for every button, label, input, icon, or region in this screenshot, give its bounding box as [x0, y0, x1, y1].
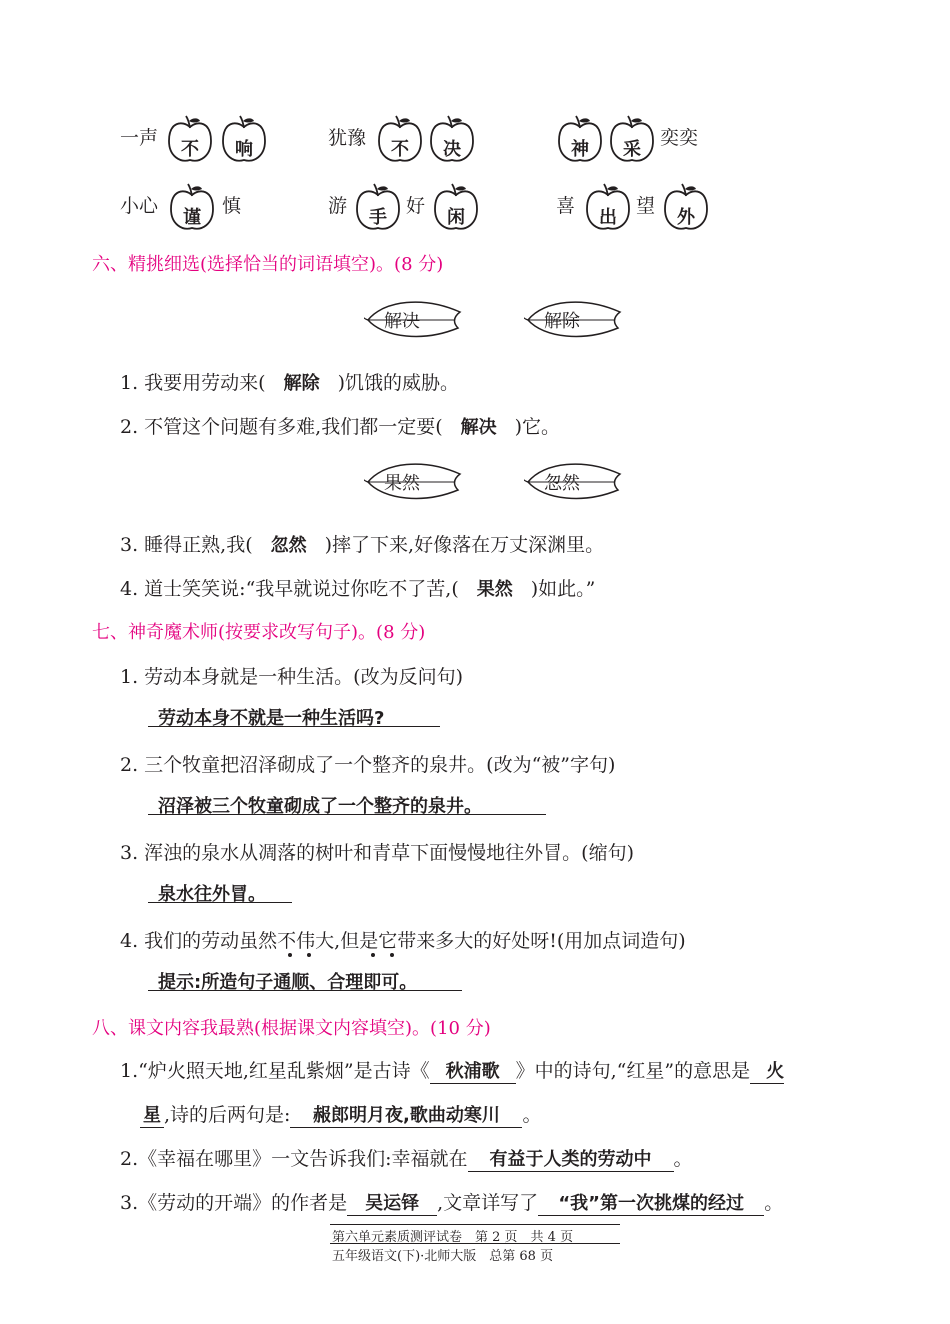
section-title-sub: (选择恰当的词语填空)。(8 分)	[200, 254, 444, 275]
idiom-text: 小心	[120, 195, 159, 217]
emphasis-dot	[288, 953, 292, 957]
apple-char: 外	[677, 207, 695, 228]
answer: 赧郎明月夜,歌曲动寒川	[290, 1101, 522, 1128]
question-text: 1. 我要用劳动来(	[120, 372, 266, 394]
question-text: 2.《幸福在哪里》一文告诉我们:幸福就在	[120, 1148, 468, 1170]
footer-rule	[330, 1243, 620, 1244]
question-6-3	[120, 530, 604, 557]
answer: 果然	[476, 579, 513, 600]
emphasis-dot	[307, 953, 311, 957]
idiom-text: 好	[406, 195, 426, 217]
section-title	[92, 1014, 491, 1040]
section-title	[92, 618, 425, 644]
answer: 解决	[460, 417, 497, 438]
section-title-main: 七、神奇魔术师	[92, 622, 218, 643]
apple-char: 出	[599, 207, 617, 228]
question-text: 1.“炉火照天地,红星乱紫烟”是古诗《	[120, 1060, 430, 1082]
apple-char: 响	[235, 139, 253, 160]
apple-icon	[166, 114, 214, 164]
apple-icon	[354, 182, 402, 232]
leaf-icon	[524, 298, 624, 342]
question-7-1: 1. 劳动本身就是一种生活。(改为反问句)	[120, 666, 463, 688]
answer: “我”第一次挑煤的经过	[538, 1189, 764, 1216]
apple-char: 神	[571, 139, 589, 160]
question-8-3	[120, 1188, 783, 1216]
idiom-text: 一声	[120, 127, 159, 149]
answer-line	[148, 704, 440, 727]
footer-rule	[330, 1224, 620, 1225]
question-text: 。	[522, 1104, 542, 1126]
question-6-4	[120, 574, 595, 601]
leaf-icon	[364, 298, 464, 342]
apple-icon	[168, 182, 216, 232]
idiom-text: 慎	[222, 195, 242, 217]
question-6-2	[120, 412, 560, 439]
footer-line-1: 第六单元素质测评试卷 第 2 页 共 4 页	[332, 1230, 574, 1245]
idiom-text: 犹豫	[328, 127, 367, 149]
question-text: 。	[673, 1148, 693, 1170]
apple-char: 手	[369, 207, 387, 228]
answer: 星	[140, 1101, 164, 1128]
question-8-2	[120, 1144, 693, 1172]
apple-char: 决	[443, 139, 461, 160]
question-7-4: 4. 我们的劳动虽然不伟大,但是它带来多大的好处呀!(用加点词造句)	[120, 930, 686, 952]
idiom-text: 望	[636, 195, 656, 217]
answer: 火	[750, 1057, 784, 1084]
apple-char: 不	[391, 139, 409, 160]
leaf-word: 忽然	[544, 473, 580, 494]
footer-line-2: 五年级语文(下)·北师大版 总第 68 页	[332, 1249, 554, 1264]
answer: 吴运铎	[347, 1189, 437, 1216]
leaf-icon	[364, 460, 464, 504]
leaf-word: 解除	[544, 311, 580, 332]
section-title	[92, 250, 443, 276]
question-8-1-cont	[140, 1100, 541, 1128]
answer: 忽然	[270, 535, 307, 556]
answer-line	[148, 792, 546, 815]
leaf-icon	[524, 460, 624, 504]
question-text: 》中的诗句,“红星”的意思是	[515, 1060, 751, 1082]
answer: 沼泽被三个牧童砌成了一个整齐的泉井。	[158, 796, 482, 817]
question-text: )它。	[514, 416, 561, 438]
idiom-text: 喜	[556, 195, 576, 217]
question-text: )如此。”	[530, 578, 596, 600]
question-text: )饥饿的威胁。	[337, 372, 460, 394]
answer-line	[148, 968, 462, 991]
question-text: )摔了下来,好像落在万丈深渊里。	[324, 534, 605, 556]
emphasis-dot	[371, 953, 375, 957]
answer: 解除	[283, 373, 320, 394]
apple-icon	[428, 114, 476, 164]
section-title-sub: (按要求改写句子)。(8 分)	[218, 622, 426, 643]
emphasis-dot	[390, 953, 394, 957]
section-title-main: 八、课文内容我最熟	[92, 1018, 254, 1039]
apple-icon	[608, 114, 656, 164]
leaf-word: 果然	[384, 473, 420, 494]
question-8-1	[120, 1056, 784, 1084]
apple-icon	[662, 182, 710, 232]
leaf-word: 解决	[384, 311, 420, 332]
apple-icon	[556, 114, 604, 164]
question-text: 4. 道士笑笑说:“我早就说过你吃不了苦,(	[120, 578, 459, 600]
apple-char: 不	[181, 139, 199, 160]
question-text: 。	[764, 1192, 784, 1214]
apple-char: 谨	[183, 207, 201, 228]
answer-line	[148, 880, 292, 903]
answer: 秋浦歌	[430, 1057, 516, 1084]
answer: 劳动本身不就是一种生活吗?	[158, 708, 385, 729]
answer: 提示:所造句子通顺、合理即可。	[158, 972, 418, 993]
answer: 有益于人类的劳动中	[468, 1145, 674, 1172]
question-text: 3. 睡得正熟,我(	[120, 534, 253, 556]
question-text: ,文章详写了	[437, 1192, 539, 1214]
section-title-sub: (根据课文内容填空)。(10 分)	[254, 1018, 491, 1039]
question-6-1	[120, 368, 459, 395]
section-title-main: 六、精挑细选	[92, 254, 200, 275]
apple-icon	[376, 114, 424, 164]
apple-icon	[584, 182, 632, 232]
question-text: 3.《劳动的开端》的作者是	[120, 1192, 348, 1214]
idiom-text: 游	[328, 195, 348, 217]
apple-icon	[432, 182, 480, 232]
question-text: ,诗的后两句是:	[164, 1104, 291, 1126]
question-7-2: 2. 三个牧童把沼泽砌成了一个整齐的泉井。(改为“被”字句)	[120, 754, 616, 776]
answer: 泉水往外冒。	[158, 884, 266, 905]
question-text: 2. 不管这个问题有多难,我们都一定要(	[120, 416, 443, 438]
apple-char: 采	[623, 139, 641, 160]
idiom-text: 奕奕	[660, 127, 699, 149]
apple-char: 闲	[447, 207, 465, 228]
question-7-3: 3. 浑浊的泉水从凋落的树叶和青草下面慢慢地往外冒。(缩句)	[120, 842, 634, 864]
apple-icon	[220, 114, 268, 164]
